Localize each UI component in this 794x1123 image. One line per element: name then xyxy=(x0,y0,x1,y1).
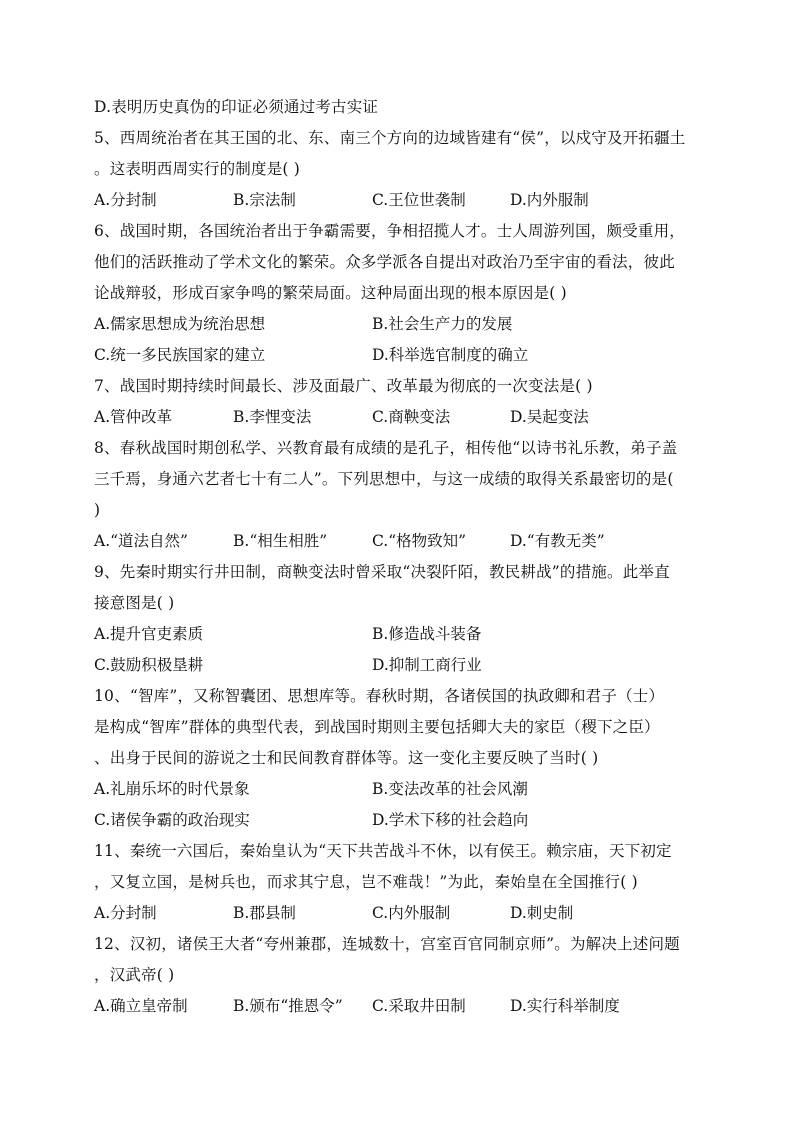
q6-stem-line2: 他们的活跃推动了学术文化的繁荣。众多学派各自提出对政治乃至宇宙的看法，彼此 xyxy=(94,253,675,271)
q7-stem: 7、战国时期持续时间最长、涉及面最广、改革最为彻底的一次变法是( ) xyxy=(94,377,593,395)
q12-option-b: B.颁布“推恩令” xyxy=(233,997,343,1015)
q12-stem-line1: 12、汉初，诸侯王大者“夸州兼郡，连城数十，宫室百官同制京师”。为解决上述问题 xyxy=(94,935,680,953)
q12-option-c: C.采取井田制 xyxy=(372,997,466,1015)
q12-option-d: D.实行科举制度 xyxy=(510,997,620,1015)
q10-option-b: B.变法改革的社会风潮 xyxy=(372,780,528,798)
q5-stem-line2: 。这表明西周实行的制度是( ) xyxy=(94,160,301,178)
q10-stem-line2: 是构成“智库”群体的典型代表，到战国时期则主要包括卿大夫的家臣（稷下之臣） xyxy=(94,718,660,736)
q8-option-b: B.“相生相胜” xyxy=(233,532,328,550)
q6-stem-line1: 6、战国时期，各国统治者出于争霸需要，争相招揽人才。士人周游列国，颇受重用， xyxy=(94,222,685,240)
q7-option-a: A.管仲改革 xyxy=(94,408,173,426)
q9-option-c: C.鼓励积极垦耕 xyxy=(94,656,204,674)
q6-option-d: D.科举选官制度的确立 xyxy=(372,346,529,364)
q10-stem-line1: 10、“智库”，又称智囊团、思想库等。春秋时期，各诸侯国的执政卿和君子（士） xyxy=(94,687,665,705)
q10-option-c: C.诸侯争霸的政治现实 xyxy=(94,811,250,829)
q11-option-b: B.郡县制 xyxy=(233,904,296,922)
q8-option-a: A.“道法自然” xyxy=(94,532,188,550)
q8-stem-line2: 三千焉，身通六艺者七十有二人”。下列思想中，与这一成绩的取得关系最密切的是( xyxy=(94,470,674,488)
q9-option-b: B.修造战斗装备 xyxy=(372,625,482,643)
q10-option-a: A.礼崩乐坏的时代景象 xyxy=(94,780,250,798)
q12-stem-line2: ，汉武帝( ) xyxy=(94,966,175,984)
q6-option-a: A.儒家思想成为统治思想 xyxy=(94,315,266,333)
q8-option-d: D.“有教无类” xyxy=(510,532,605,550)
q11-stem-line2: ，又复立国，是树兵也，而求其宁息，岂不难哉！”为此，秦始皇在全国推行( ) xyxy=(94,873,638,891)
q8-stem-line1: 8、春秋战国时期创私学、兴教育最有成绩的是孔子，相传他“以诗书礼乐教，弟子盖 xyxy=(94,439,678,457)
q11-option-a: A.分封制 xyxy=(94,904,157,922)
q9-option-d: D.抑制工商行业 xyxy=(372,656,482,674)
q9-option-a: A.提升官吏素质 xyxy=(94,625,204,643)
q5-option-c: C.王位世袭制 xyxy=(372,191,466,209)
q5-option-d: D.内外服制 xyxy=(510,191,589,209)
q4-option-d: D.表明历史真伪的印证必须通过考古实证 xyxy=(94,98,379,116)
q5-stem-line1: 5、西周统治者在其王国的北、东、南三个方向的边域皆建有“侯”，以戍守及开拓疆土 xyxy=(94,129,686,147)
q9-stem-line2: 接意图是( ) xyxy=(94,594,175,612)
q7-option-c: C.商鞅变法 xyxy=(372,408,451,426)
q9-stem-line1: 9、先秦时期实行井田制，商鞅变法时曾采取“决裂阡陌，教民耕战”的措施。此举直 xyxy=(94,563,670,581)
q12-option-a: A.确立皇帝制 xyxy=(94,997,188,1015)
q5-option-a: A.分封制 xyxy=(94,191,157,209)
q11-option-d: D.刺史制 xyxy=(510,904,574,922)
q7-option-d: D.吴起变法 xyxy=(510,408,589,426)
q7-option-b: B.李悝变法 xyxy=(233,408,312,426)
q10-stem-line3: 、出身于民间的游说之士和民间教育群体等。这一变化主要反映了当时( ) xyxy=(94,749,599,767)
q5-option-b: B.宗法制 xyxy=(233,191,296,209)
q11-stem-line1: 11、秦统一六国后，秦始皇认为“天下共苦战斗不休，以有侯王。赖宗庙，天下初定 xyxy=(94,842,672,860)
q6-option-c: C.统一多民族国家的建立 xyxy=(94,346,266,364)
q8-stem-line3: ) xyxy=(94,501,101,519)
q6-stem-line3: 论战辩驳，形成百家争鸣的繁荣局面。这种局面出现的根本原因是( ) xyxy=(94,284,567,302)
q11-option-c: C.内外服制 xyxy=(372,904,451,922)
q10-option-d: D.学术下移的社会趋向 xyxy=(372,811,529,829)
q6-option-b: B.社会生产力的发展 xyxy=(372,315,513,333)
q8-option-c: C.“格物致知” xyxy=(372,532,467,550)
